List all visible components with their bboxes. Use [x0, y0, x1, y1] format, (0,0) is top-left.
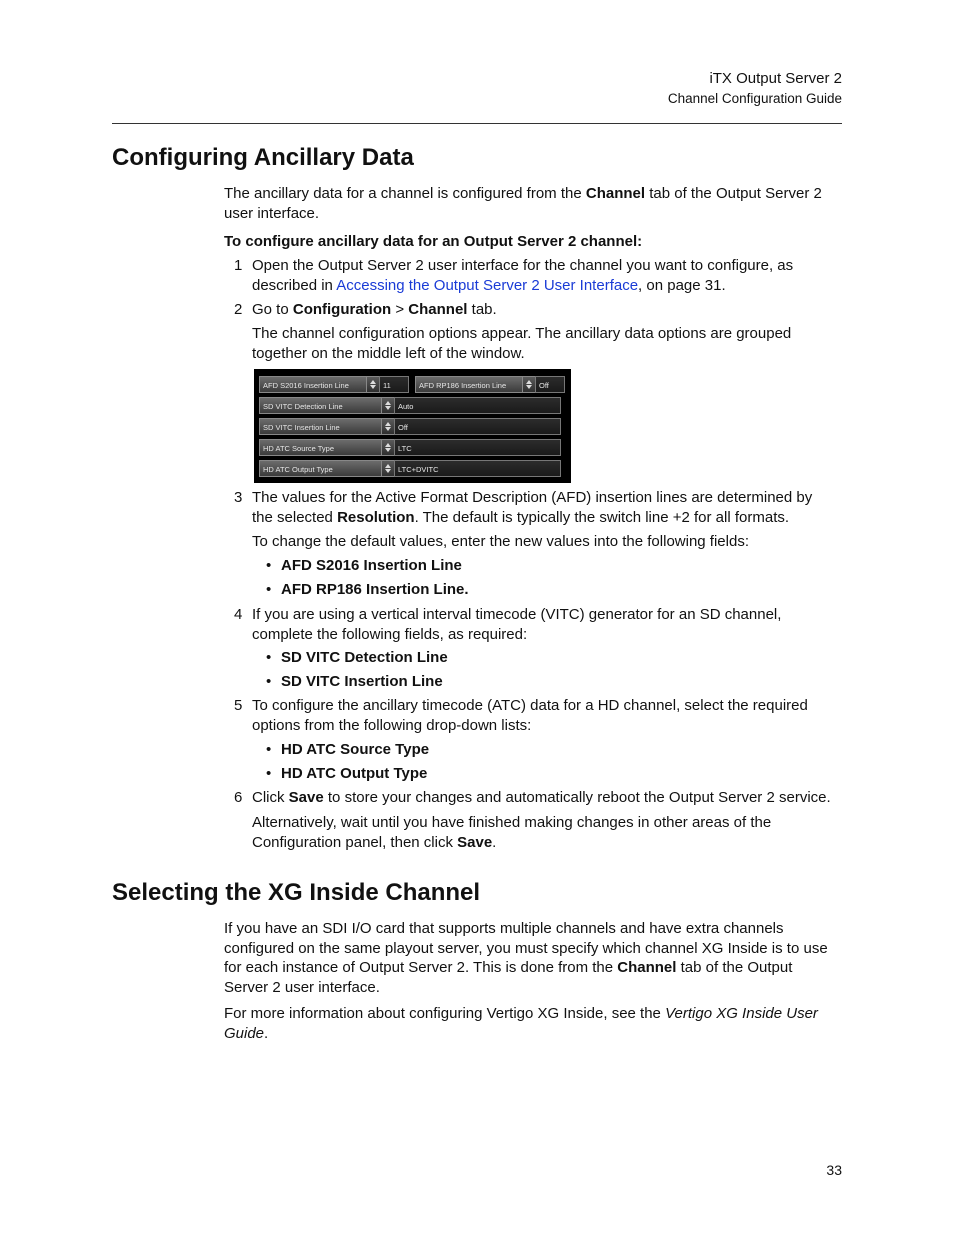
- step-3-text: The values for the Active Format Description (AFD) insertion lines are determined by the selected Resolution. The default is typically the switch line +2 for all formats.: [252, 489, 813, 526]
- xg-inside-paragraph: If you have an SDI I/O card that supports multiple channels and have extra channels configured on the same playout server, you must specify which channel XG Inside is to use for each instance of Output Server 2. This is done from the Channel tab of the Output Server 2 user interface.: [224, 920, 828, 996]
- intro-paragraph: The ancillary data for a channel is configured from the Channel tab of the Output Server 2 user interface.: [224, 185, 822, 222]
- step-number: 3: [234, 489, 243, 506]
- page-number: 33: [826, 1162, 842, 1178]
- hd-atc-source-row: [259, 439, 561, 456]
- section-title-selecting-xg-inside-channel: Selecting the XG Inside Channel: [112, 879, 481, 906]
- hd-atc-output-row: [259, 460, 561, 477]
- step-number: 1: [234, 257, 243, 274]
- sd-vitc-detection-spinner[interactable]: [382, 397, 394, 414]
- header-guide-title: Channel Configuration Guide: [667, 91, 842, 106]
- hd-atc-source-select[interactable]: LTC: [394, 439, 561, 456]
- procedure-heading: To configure ancillary data for an Output Server 2 channel:: [224, 233, 643, 250]
- step-4-text: If you are using a vertical interval timecode (VITC) generator for an SD channel, complete the following fields, as required:: [252, 606, 782, 643]
- hd-atc-source-label: HD ATC Source Type: [259, 439, 382, 456]
- step-5-text: To configure the ancillary timecode (ATC) data for a HD channel, select the required options from the following drop-down lists:: [252, 697, 808, 734]
- sd-vitc-detection-input[interactable]: Auto: [394, 397, 561, 414]
- afd-s2016-spinner[interactable]: [367, 376, 379, 393]
- header-rule: [112, 123, 842, 124]
- step-6-text: Click Save to store your changes and automatically reboot the Output Server 2 service.: [252, 789, 831, 806]
- bullet-icon: •: [266, 557, 272, 574]
- step-number: 5: [234, 697, 243, 714]
- afd-s2016-row: [259, 376, 409, 393]
- more-info-paragraph: For more information about configuring Vertigo XG Inside, see the Vertigo XG Inside User Guide.: [224, 1005, 818, 1042]
- hd-atc-output-select[interactable]: LTC+DVITC: [394, 460, 561, 477]
- bullet-item: SD VITC Detection Line: [281, 649, 448, 666]
- bullet-item: AFD RP186 Insertion Line.: [281, 581, 469, 598]
- step-1-text: Open the Output Server 2 user interface for the channel you want to configure, as described in Accessing the Output Server 2 User Interface, on page 31.: [252, 257, 794, 294]
- bullet-item: HD ATC Source Type: [281, 741, 430, 758]
- afd-rp186-label: AFD RP186 Insertion Line: [415, 376, 523, 393]
- bullet-icon: •: [266, 581, 272, 598]
- bullet-item: AFD S2016 Insertion Line: [281, 557, 462, 574]
- afd-rp186-spinner[interactable]: [523, 376, 535, 393]
- bullet-item: SD VITC Insertion Line: [281, 673, 443, 690]
- sd-vitc-insertion-input[interactable]: Off: [394, 418, 561, 435]
- accessing-ui-link[interactable]: Accessing the Output Server 2 User Interface: [336, 276, 639, 294]
- bullet-icon: •: [266, 741, 272, 758]
- afd-rp186-row: [415, 376, 565, 393]
- step-number: 6: [234, 789, 243, 806]
- afd-rp186-input[interactable]: Off: [535, 376, 565, 393]
- bullet-icon: •: [266, 649, 272, 666]
- ancillary-data-settings-panel: [254, 369, 571, 483]
- afd-s2016-input[interactable]: 11: [379, 376, 409, 393]
- step-3-note: To change the default values, enter the new values into the following fields:: [252, 533, 749, 550]
- step-2-note: The channel configuration options appear. The ancillary data options are grouped together on the middle left of the window.: [252, 325, 792, 362]
- step-number: 2: [234, 301, 243, 318]
- bullet-icon: •: [266, 765, 272, 782]
- header-product: iTX Output Server 2: [709, 70, 842, 87]
- sd-vitc-insertion-row: [259, 418, 561, 435]
- sd-vitc-detection-label: SD VITC Detection Line: [259, 397, 382, 414]
- step-2-text: Go to Configuration > Channel tab.: [252, 301, 497, 318]
- afd-s2016-label: AFD S2016 Insertion Line: [259, 376, 367, 393]
- bullet-item: HD ATC Output Type: [281, 765, 428, 782]
- hd-atc-output-spinner[interactable]: [382, 460, 394, 477]
- step-6-note: Alternatively, wait until you have finished making changes in other areas of the Configuration panel, then click Save.: [252, 814, 772, 851]
- bullet-icon: •: [266, 673, 272, 690]
- sd-vitc-insertion-spinner[interactable]: [382, 418, 394, 435]
- step-number: 4: [234, 606, 243, 623]
- sd-vitc-insertion-label: SD VITC Insertion Line: [259, 418, 382, 435]
- hd-atc-output-label: HD ATC Output Type: [259, 460, 382, 477]
- sd-vitc-detection-row: [259, 397, 561, 414]
- section-title-configuring-ancillary-data: Configuring Ancillary Data: [112, 144, 414, 171]
- hd-atc-source-spinner[interactable]: [382, 439, 394, 456]
